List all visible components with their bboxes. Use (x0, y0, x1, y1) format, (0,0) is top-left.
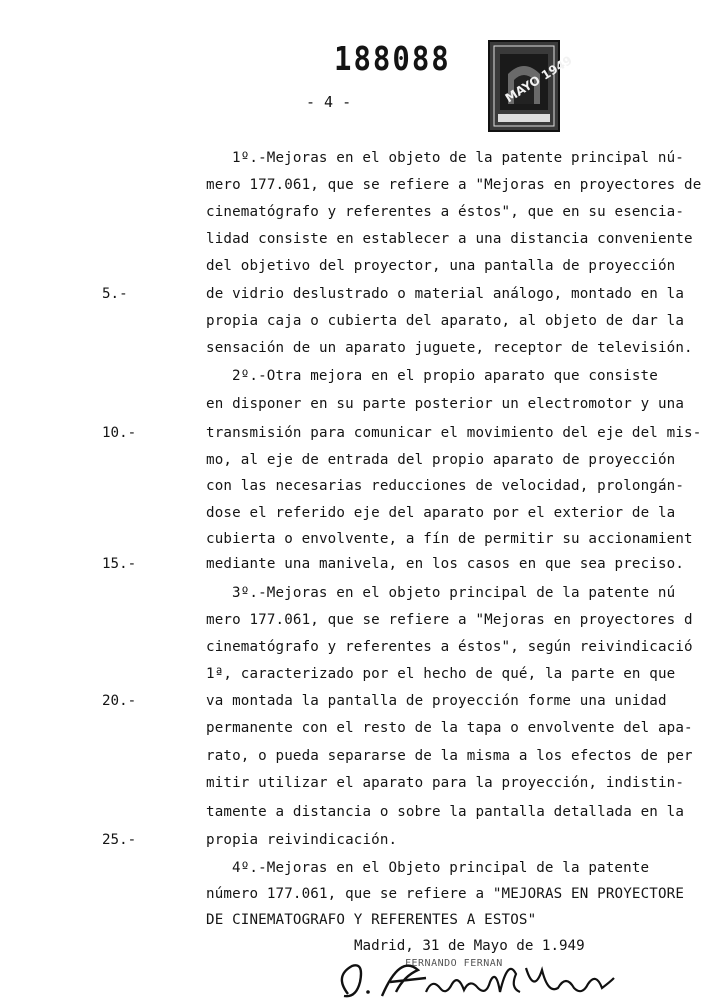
body-line: número 177.061, que se refiere a "MEJORAS EN PROYECTORE (206, 886, 685, 902)
body-line: tamente a distancia o sobre la pantalla detallada en la (206, 804, 685, 820)
body-line: transmisión para comunicar el movimiento del eje del mis- (206, 425, 702, 441)
line-number-15: 15.- (102, 556, 137, 572)
place-and-date: Madrid, 31 de Mayo de 1.949 (354, 938, 585, 954)
body-line: propia reivindicación. (206, 832, 398, 848)
body-line: mero 177.061, que se refiere a "Mejoras en proyectores d (206, 612, 693, 628)
body-line: permanente con el resto de la tapa o envolvente del apa- (206, 720, 693, 736)
body-line: en disponer en su parte posterior un electromotor y una (206, 396, 685, 412)
body-line: DE CINEMATOGRAFO Y REFERENTES A ESTOS" (206, 912, 537, 928)
body-line: con las necesarias reducciones de velocidad, prolongán- (206, 478, 685, 494)
line-number-5: 5.- (102, 286, 128, 302)
stamp-postmark: MAYO 1949 (502, 53, 575, 106)
signature-icon (330, 948, 620, 1000)
body-line: 4º.-Mejoras en el Objeto principal de la patente (232, 860, 650, 876)
body-line: mitir utilizar el aparato para la proyección, indistin- (206, 775, 685, 791)
body-line: mero 177.061, que se refiere a "Mejoras en proyectores de (206, 177, 702, 193)
body-line: propia caja o cubierta del aparato, al objeto de dar la (206, 313, 685, 329)
body-line: 1º.-Mejoras en el objeto de la patente principal nú- (232, 150, 684, 166)
revenue-stamp-icon (488, 40, 575, 132)
body-line: de vidrio deslustrado o material análogo, montado en la (206, 286, 685, 302)
body-line: del objetivo del proyector, una pantalla de proyección (206, 258, 676, 274)
signer-name-stamp: FERNANDO FERNAN (405, 958, 503, 969)
line-number-20: 20.- (102, 693, 137, 709)
line-number-25: 25.- (102, 832, 137, 848)
body-line: 1ª, caracterizado por el hecho de qué, la parte en que (206, 666, 676, 682)
body-line: va montada la pantalla de proyección forme una unidad (206, 693, 667, 709)
body-line: lidad consiste en establecer a una distancia conveniente (206, 231, 693, 247)
body-line: mo, al eje de entrada del propio aparato de proyección (206, 452, 676, 468)
body-line: dose el referido eje del aparato por el exterior de la (206, 505, 676, 521)
patent-number: 188088 (334, 40, 451, 79)
body-line: sensación de un aparato juguete, receptor de televisión. (206, 340, 693, 356)
page-number: - 4 - (306, 93, 352, 111)
body-line: cinematógrafo y referentes a éstos", que en su esencia- (206, 204, 685, 220)
body-line: 3º.-Mejoras en el objeto principal de la patente nú (232, 585, 676, 601)
body-line: cubierta o envolvente, a fín de permitir su accionamient (206, 531, 693, 547)
line-number-10: 10.- (102, 425, 137, 441)
body-line: mediante una manivela, en los casos en que sea preciso. (206, 556, 685, 572)
body-line: rato, o pueda separarse de la misma a los efectos de per (206, 748, 693, 764)
body-line: cinematógrafo y referentes a éstos", según reivindicació (206, 639, 693, 655)
body-line: 2º.-Otra mejora en el propio aparato que consiste (232, 368, 658, 384)
